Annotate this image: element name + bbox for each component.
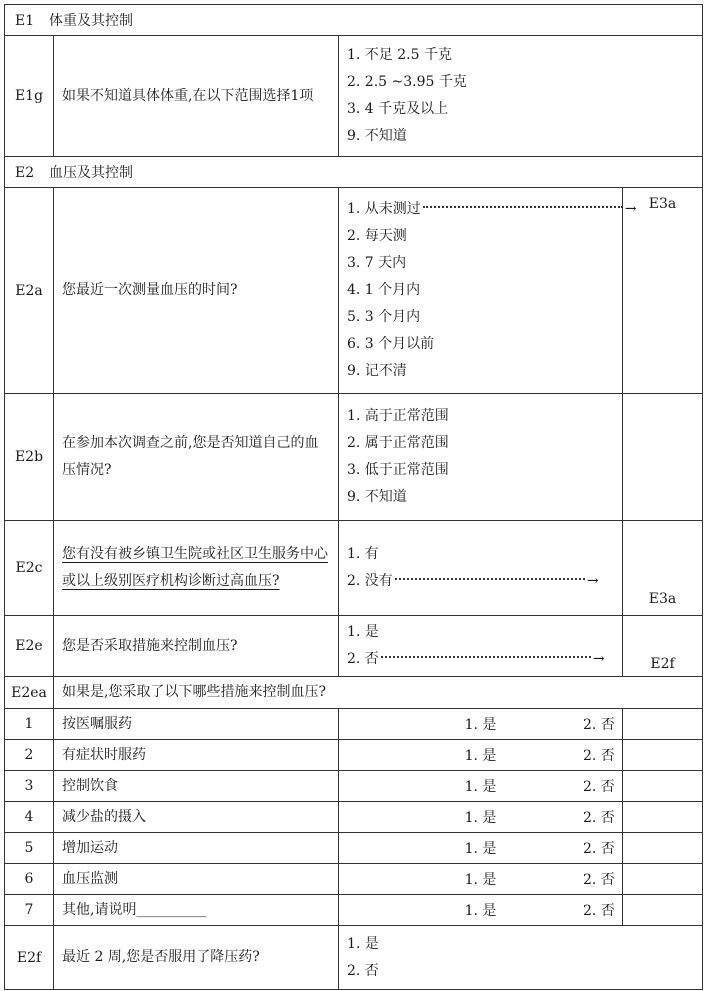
measure-row bbox=[5, 895, 703, 926]
question-code: E2b bbox=[5, 394, 54, 521]
measure-number: 7 bbox=[5, 895, 54, 926]
measure-label: 其他,请说明__________ bbox=[54, 895, 339, 926]
option[interactable]: 1. 有 bbox=[347, 546, 379, 562]
answer-yes[interactable]: 1. 是 bbox=[339, 895, 623, 926]
option[interactable]: 5. 3 个月内 bbox=[347, 309, 421, 325]
answer-yes[interactable]: 1. 是 bbox=[339, 709, 623, 740]
option[interactable]: 2. 属于正常范围 bbox=[347, 435, 449, 451]
answer-yes[interactable]: 1. 是 bbox=[339, 802, 623, 833]
measure-number: 3 bbox=[5, 771, 54, 802]
option[interactable]: 3. 4 千克及以上 bbox=[347, 101, 449, 117]
leader-dots bbox=[423, 206, 623, 208]
answer-no[interactable]: 2. 否 bbox=[583, 802, 663, 833]
measure-label: 按医嘱服药 bbox=[54, 709, 339, 740]
option-list bbox=[339, 36, 703, 157]
questionnaire-table bbox=[4, 4, 703, 990]
measure-label: 增加运动 bbox=[54, 833, 339, 864]
option[interactable]: 6. 3 个月以前 bbox=[347, 336, 435, 352]
answer-no[interactable]: 2. 否 bbox=[583, 864, 663, 895]
answer-no[interactable]: 2. 否 bbox=[583, 895, 663, 926]
section-title: 体重及其控制 bbox=[49, 13, 133, 29]
option-list bbox=[339, 394, 623, 521]
measure-row bbox=[5, 864, 703, 895]
measure-number: 6 bbox=[5, 864, 54, 895]
option[interactable]: 3. 7 天内 bbox=[347, 255, 407, 271]
option[interactable]: 1. 从未测过 → bbox=[347, 196, 614, 223]
option[interactable]: 2. 否 bbox=[347, 962, 379, 979]
question-row-e2f bbox=[5, 926, 703, 990]
question-row-e1g bbox=[5, 36, 703, 157]
answer-yes[interactable]: 1. 是 bbox=[339, 864, 623, 895]
question-code: E2c bbox=[5, 521, 54, 616]
option-list bbox=[339, 521, 623, 616]
option-list bbox=[339, 188, 637, 394]
measure-row bbox=[5, 771, 703, 802]
measure-number: 4 bbox=[5, 802, 54, 833]
question-text: 您最近一次测量血压的时间? bbox=[54, 188, 339, 394]
question-code: E2a bbox=[5, 188, 54, 394]
option[interactable]: 1. 不足 2.5 千克 bbox=[347, 47, 452, 63]
option[interactable]: 1. 高于正常范围 bbox=[347, 408, 449, 424]
measure-number: 2 bbox=[5, 740, 54, 771]
skip-target-empty bbox=[623, 394, 703, 521]
measure-label: 减少盐的摄入 bbox=[54, 802, 339, 833]
option-list bbox=[339, 926, 703, 990]
section-header-e2 bbox=[5, 157, 703, 188]
option[interactable]: 2. 没有 → bbox=[347, 568, 614, 595]
answer-no[interactable]: 2. 否 bbox=[583, 740, 663, 771]
question-text: 您是否采取措施来控制血压? bbox=[54, 616, 339, 677]
option[interactable]: 1. 是 bbox=[347, 935, 379, 952]
measure-number: 5 bbox=[5, 833, 54, 864]
answer-no[interactable]: 2. 否 bbox=[583, 709, 663, 740]
question-code: E1g bbox=[5, 36, 54, 157]
option[interactable]: 1. 是 bbox=[347, 624, 379, 640]
question-text: 在参加本次调查之前,您是否知道自己的血压情况? bbox=[54, 394, 339, 521]
answer-yes[interactable]: 1. 是 bbox=[339, 771, 623, 802]
measure-number: 1 bbox=[5, 709, 54, 740]
question-text: 最近 2 周,您是否服用了降压药? bbox=[54, 926, 339, 990]
measure-label: 血压监测 bbox=[54, 864, 339, 895]
question-row-e2b bbox=[5, 394, 703, 521]
question-code: E2ea bbox=[5, 677, 54, 709]
measure-row bbox=[5, 802, 703, 833]
option[interactable]: 9. 记不清 bbox=[347, 363, 407, 379]
question-row-e2ea bbox=[5, 677, 703, 709]
option[interactable]: 9. 不知道 bbox=[347, 128, 407, 144]
skip-target: E3a bbox=[623, 521, 703, 616]
skip-arrow-icon: → bbox=[592, 651, 605, 667]
question-code: E2e bbox=[5, 616, 54, 677]
answer-no[interactable]: 2. 否 bbox=[583, 833, 663, 864]
question-text: 如果不知道具体体重,在以下范围选择1项 bbox=[54, 36, 339, 157]
leader-dots bbox=[395, 578, 585, 580]
measure-row bbox=[5, 740, 703, 771]
question-code: E2f bbox=[5, 926, 54, 990]
question-row-e2a bbox=[5, 188, 703, 394]
question-row-e2c bbox=[5, 521, 703, 616]
skip-target: E3a bbox=[623, 188, 703, 394]
option[interactable]: 4. 1 个月内 bbox=[347, 282, 421, 298]
section-code: E1 bbox=[15, 13, 35, 29]
option[interactable]: 9. 不知道 bbox=[347, 489, 407, 505]
skip-arrow-icon: → bbox=[586, 573, 599, 589]
answer-yes[interactable]: 1. 是 bbox=[339, 740, 623, 771]
measure-label: 控制饮食 bbox=[54, 771, 339, 802]
option[interactable]: 2. 每天测 bbox=[347, 228, 407, 244]
question-text: 如果是,您采取了以下哪些措施来控制血压? bbox=[54, 677, 703, 709]
skip-target: E2f bbox=[623, 616, 703, 677]
measure-row bbox=[5, 833, 703, 864]
option[interactable]: 2. 否 → bbox=[347, 646, 614, 673]
answer-no[interactable]: 2. 否 bbox=[583, 771, 663, 802]
measure-row bbox=[5, 709, 703, 740]
option[interactable]: 2. 2.5 ~3.95 千克 bbox=[347, 74, 467, 90]
option[interactable]: 3. 低于正常范围 bbox=[347, 462, 449, 478]
section-header-e1 bbox=[5, 5, 703, 36]
measure-label: 有症状时服药 bbox=[54, 740, 339, 771]
section-title: 血压及其控制 bbox=[49, 165, 133, 181]
answer-yes[interactable]: 1. 是 bbox=[339, 833, 623, 864]
leader-dots bbox=[381, 656, 591, 658]
skip-arrow-icon: → bbox=[624, 201, 637, 217]
question-text: 您有没有被乡镇卫生院或社区卫生服务中心或以上级别医疗机构诊断过高血压? bbox=[54, 521, 339, 616]
section-code: E2 bbox=[15, 165, 35, 181]
option-list bbox=[339, 616, 623, 677]
question-row-e2e bbox=[5, 616, 703, 677]
